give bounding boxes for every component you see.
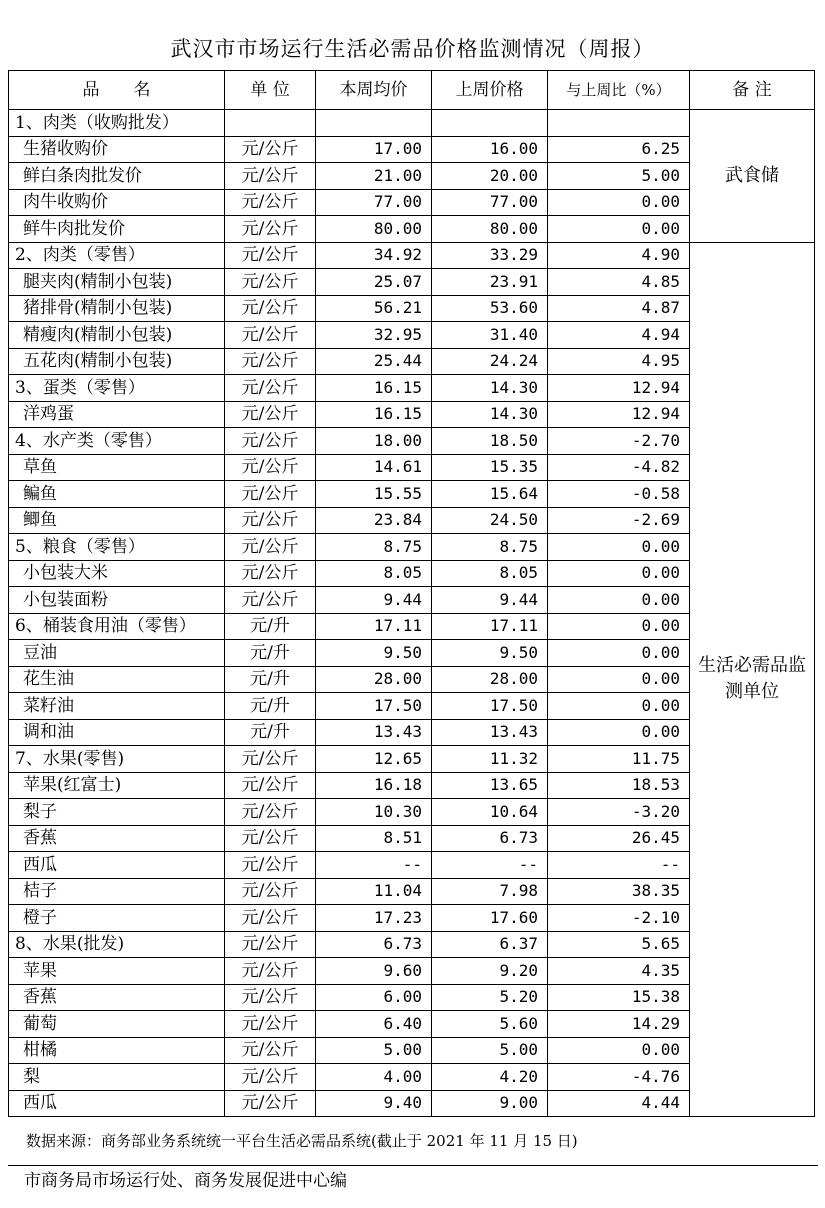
row-name: 柑橘: [9, 1037, 225, 1064]
row-name: 4、水产类（零售）: [9, 428, 225, 455]
row-unit: 元/升: [225, 719, 316, 746]
row-last-week-price: 18.50: [432, 428, 548, 455]
row-this-week-price: 56.21: [316, 295, 432, 322]
row-name: 精瘦肉(精制小包装): [9, 322, 225, 349]
row-last-week-price: 10.64: [432, 799, 548, 826]
row-last-week-price: 23.91: [432, 269, 548, 296]
row-change-percent: -0.58: [548, 481, 690, 508]
row-name: 橙子: [9, 905, 225, 932]
divider: [8, 1165, 818, 1166]
row-this-week-price: 17.23: [316, 905, 432, 932]
row-name: 小包装大米: [9, 560, 225, 587]
row-this-week-price: 6.40: [316, 1011, 432, 1038]
row-this-week-price: 4.00: [316, 1064, 432, 1091]
row-change-percent: -2.69: [548, 507, 690, 534]
row-last-week-price: 24.24: [432, 348, 548, 375]
row-change-percent: [548, 110, 690, 137]
row-last-week-price: 15.35: [432, 454, 548, 481]
row-unit: 元/公斤: [225, 984, 316, 1011]
row-this-week-price: 6.73: [316, 931, 432, 958]
row-name: 8、水果(批发): [9, 931, 225, 958]
row-unit: 元/升: [225, 640, 316, 667]
row-unit: 元/公斤: [225, 507, 316, 534]
row-change-percent: 0.00: [548, 534, 690, 561]
row-name: 菜籽油: [9, 693, 225, 720]
row-unit: 元/公斤: [225, 1011, 316, 1038]
note-cell-monitoring-unit: 生活必需品监测单位: [690, 242, 815, 1117]
row-this-week-price: 80.00: [316, 216, 432, 243]
row-this-week-price: 5.00: [316, 1037, 432, 1064]
row-last-week-price: 5.00: [432, 1037, 548, 1064]
row-name: 西瓜: [9, 852, 225, 879]
row-last-week-price: 9.50: [432, 640, 548, 667]
row-this-week-price: 17.50: [316, 693, 432, 720]
row-this-week-price: 10.30: [316, 799, 432, 826]
row-name: 香蕉: [9, 984, 225, 1011]
row-this-week-price: 8.51: [316, 825, 432, 852]
row-name: 葡萄: [9, 1011, 225, 1038]
row-change-percent: 0.00: [548, 640, 690, 667]
row-last-week-price: 13.43: [432, 719, 548, 746]
row-last-week-price: 31.40: [432, 322, 548, 349]
row-unit: 元/公斤: [225, 825, 316, 852]
row-last-week-price: 9.00: [432, 1090, 548, 1117]
row-change-percent: 0.00: [548, 189, 690, 216]
row-unit: 元/公斤: [225, 560, 316, 587]
row-unit: 元/公斤: [225, 587, 316, 614]
row-last-week-price: 80.00: [432, 216, 548, 243]
row-change-percent: 5.65: [548, 931, 690, 958]
row-change-percent: 6.25: [548, 136, 690, 163]
row-last-week-price: 13.65: [432, 772, 548, 799]
row-last-week-price: 16.00: [432, 136, 548, 163]
row-last-week-price: 24.50: [432, 507, 548, 534]
row-name: 5、粮食（零售）: [9, 534, 225, 561]
footer-editor: 市商务局市场运行处、商务发展促进中心编: [24, 1171, 347, 1191]
row-this-week-price: [316, 110, 432, 137]
row-unit: 元/公斤: [225, 534, 316, 561]
row-change-percent: 4.95: [548, 348, 690, 375]
row-unit: 元/公斤: [225, 269, 316, 296]
row-unit: 元/公斤: [225, 481, 316, 508]
row-this-week-price: 11.04: [316, 878, 432, 905]
row-change-percent: 11.75: [548, 746, 690, 773]
row-this-week-price: 9.60: [316, 958, 432, 985]
row-last-week-price: 17.50: [432, 693, 548, 720]
row-this-week-price: 9.44: [316, 587, 432, 614]
row-name: 鲫鱼: [9, 507, 225, 534]
row-change-percent: 4.44: [548, 1090, 690, 1117]
row-change-percent: 12.94: [548, 375, 690, 402]
row-unit: 元/公斤: [225, 746, 316, 773]
row-this-week-price: 21.00: [316, 163, 432, 190]
row-change-percent: 0.00: [548, 666, 690, 693]
row-unit: 元/公斤: [225, 1037, 316, 1064]
row-change-percent: -4.82: [548, 454, 690, 481]
row-unit: 元/公斤: [225, 799, 316, 826]
row-unit: 元/公斤: [225, 322, 316, 349]
row-this-week-price: 17.00: [316, 136, 432, 163]
table-header-row: [9, 71, 815, 110]
row-change-percent: 15.38: [548, 984, 690, 1011]
row-change-percent: 5.00: [548, 163, 690, 190]
row-this-week-price: 18.00: [316, 428, 432, 455]
row-change-percent: -4.76: [548, 1064, 690, 1091]
row-unit: 元/公斤: [225, 958, 316, 985]
row-change-percent: 0.00: [548, 693, 690, 720]
row-this-week-price: 14.61: [316, 454, 432, 481]
row-last-week-price: 11.32: [432, 746, 548, 773]
row-name: 西瓜: [9, 1090, 225, 1117]
row-change-percent: 0.00: [548, 613, 690, 640]
row-change-percent: 38.35: [548, 878, 690, 905]
row-unit: 元/升: [225, 693, 316, 720]
row-last-week-price: 6.37: [432, 931, 548, 958]
row-change-percent: 14.29: [548, 1011, 690, 1038]
row-name: 6、桶装食用油（零售）: [9, 613, 225, 640]
row-last-week-price: 17.11: [432, 613, 548, 640]
row-unit: 元/升: [225, 666, 316, 693]
page-title: 武汉市市场运行生活必需品价格监测情况（周报）: [170, 37, 655, 61]
row-name: 苹果: [9, 958, 225, 985]
row-change-percent: 4.85: [548, 269, 690, 296]
row-last-week-price: 6.73: [432, 825, 548, 852]
price-table: [8, 70, 815, 1117]
row-name: 肉牛收购价: [9, 189, 225, 216]
row-unit: 元/公斤: [225, 348, 316, 375]
row-last-week-price: 53.60: [432, 295, 548, 322]
row-last-week-price: 33.29: [432, 242, 548, 269]
row-change-percent: 4.35: [548, 958, 690, 985]
row-change-percent: 18.53: [548, 772, 690, 799]
row-last-week-price: 77.00: [432, 189, 548, 216]
row-this-week-price: 23.84: [316, 507, 432, 534]
row-unit: 元/公斤: [225, 428, 316, 455]
row-unit: 元/公斤: [225, 772, 316, 799]
note-cell-wushichu: 武食储: [690, 110, 815, 243]
header-change: 与上周比（%）: [548, 71, 690, 110]
row-name: 苹果(红富士): [9, 772, 225, 799]
row-name: 五花肉(精制小包装): [9, 348, 225, 375]
row-last-week-price: 9.20: [432, 958, 548, 985]
header-note: 备 注: [690, 71, 815, 110]
row-last-week-price: 15.64: [432, 481, 548, 508]
row-unit: 元/公斤: [225, 454, 316, 481]
row-unit: 元/公斤: [225, 905, 316, 932]
row-last-week-price: 20.00: [432, 163, 548, 190]
row-name: 2、肉类（零售）: [9, 242, 225, 269]
row-this-week-price: 9.40: [316, 1090, 432, 1117]
row-this-week-price: 15.55: [316, 481, 432, 508]
row-name: 桔子: [9, 878, 225, 905]
row-name: 鳊鱼: [9, 481, 225, 508]
table-row: [9, 110, 815, 137]
row-this-week-price: 6.00: [316, 984, 432, 1011]
row-name: 3、蛋类（零售）: [9, 375, 225, 402]
row-last-week-price: --: [432, 852, 548, 879]
row-change-percent: -2.70: [548, 428, 690, 455]
row-unit: 元/公斤: [225, 375, 316, 402]
row-unit: 元/公斤: [225, 136, 316, 163]
row-last-week-price: 5.20: [432, 984, 548, 1011]
row-unit: 元/公斤: [225, 189, 316, 216]
data-source-note: 数据来源：商务部业务系统统一平台生活必需品系统(截止于 2021 年 11 月 15 日): [26, 1132, 578, 1150]
row-this-week-price: 16.18: [316, 772, 432, 799]
row-change-percent: --: [548, 852, 690, 879]
row-name: 梨子: [9, 799, 225, 826]
row-name: 梨: [9, 1064, 225, 1091]
header-name: 品 名: [9, 71, 225, 110]
row-name: 1、肉类（收购批发）: [9, 110, 225, 137]
row-unit: 元/公斤: [225, 242, 316, 269]
header-last-week: 上周价格: [432, 71, 548, 110]
row-last-week-price: 9.44: [432, 587, 548, 614]
row-change-percent: 4.90: [548, 242, 690, 269]
row-unit: 元/公斤: [225, 163, 316, 190]
row-change-percent: 4.94: [548, 322, 690, 349]
row-last-week-price: 14.30: [432, 401, 548, 428]
row-unit: 元/公斤: [225, 852, 316, 879]
row-last-week-price: 8.05: [432, 560, 548, 587]
row-name: 洋鸡蛋: [9, 401, 225, 428]
row-this-week-price: 16.15: [316, 375, 432, 402]
row-name: 腿夹肉(精制小包装): [9, 269, 225, 296]
row-this-week-price: 8.75: [316, 534, 432, 561]
row-unit: 元/公斤: [225, 1064, 316, 1091]
row-this-week-price: 77.00: [316, 189, 432, 216]
row-change-percent: 0.00: [548, 560, 690, 587]
row-this-week-price: --: [316, 852, 432, 879]
row-name: 鲜牛肉批发价: [9, 216, 225, 243]
row-unit: 元/公斤: [225, 931, 316, 958]
row-unit: 元/升: [225, 613, 316, 640]
row-this-week-price: 13.43: [316, 719, 432, 746]
row-this-week-price: 25.44: [316, 348, 432, 375]
row-unit: [225, 110, 316, 137]
row-last-week-price: [432, 110, 548, 137]
row-last-week-price: 4.20: [432, 1064, 548, 1091]
row-unit: 元/公斤: [225, 216, 316, 243]
row-name: 花生油: [9, 666, 225, 693]
row-last-week-price: 17.60: [432, 905, 548, 932]
row-this-week-price: 25.07: [316, 269, 432, 296]
row-last-week-price: 14.30: [432, 375, 548, 402]
row-last-week-price: 5.60: [432, 1011, 548, 1038]
row-last-week-price: 28.00: [432, 666, 548, 693]
row-name: 香蕉: [9, 825, 225, 852]
row-change-percent: 12.94: [548, 401, 690, 428]
row-last-week-price: 8.75: [432, 534, 548, 561]
row-unit: 元/公斤: [225, 878, 316, 905]
row-change-percent: 0.00: [548, 719, 690, 746]
row-this-week-price: 9.50: [316, 640, 432, 667]
row-this-week-price: 32.95: [316, 322, 432, 349]
row-unit: 元/公斤: [225, 401, 316, 428]
table-row: [9, 242, 815, 269]
row-change-percent: 0.00: [548, 216, 690, 243]
header-this-week: 本周均价: [316, 71, 432, 110]
row-unit: 元/公斤: [225, 1090, 316, 1117]
row-unit: 元/公斤: [225, 295, 316, 322]
row-name: 猪排骨(精制小包装): [9, 295, 225, 322]
row-name: 生猪收购价: [9, 136, 225, 163]
row-this-week-price: 8.05: [316, 560, 432, 587]
row-change-percent: -2.10: [548, 905, 690, 932]
row-name: 鲜白条肉批发价: [9, 163, 225, 190]
row-last-week-price: 7.98: [432, 878, 548, 905]
row-change-percent: 26.45: [548, 825, 690, 852]
row-name: 7、水果(零售): [9, 746, 225, 773]
row-change-percent: 0.00: [548, 587, 690, 614]
row-change-percent: 4.87: [548, 295, 690, 322]
row-this-week-price: 16.15: [316, 401, 432, 428]
row-name: 草鱼: [9, 454, 225, 481]
row-name: 小包装面粉: [9, 587, 225, 614]
row-this-week-price: 28.00: [316, 666, 432, 693]
row-name: 豆油: [9, 640, 225, 667]
row-change-percent: 0.00: [548, 1037, 690, 1064]
row-this-week-price: 12.65: [316, 746, 432, 773]
header-unit: 单 位: [225, 71, 316, 110]
row-change-percent: -3.20: [548, 799, 690, 826]
row-this-week-price: 17.11: [316, 613, 432, 640]
row-this-week-price: 34.92: [316, 242, 432, 269]
row-name: 调和油: [9, 719, 225, 746]
